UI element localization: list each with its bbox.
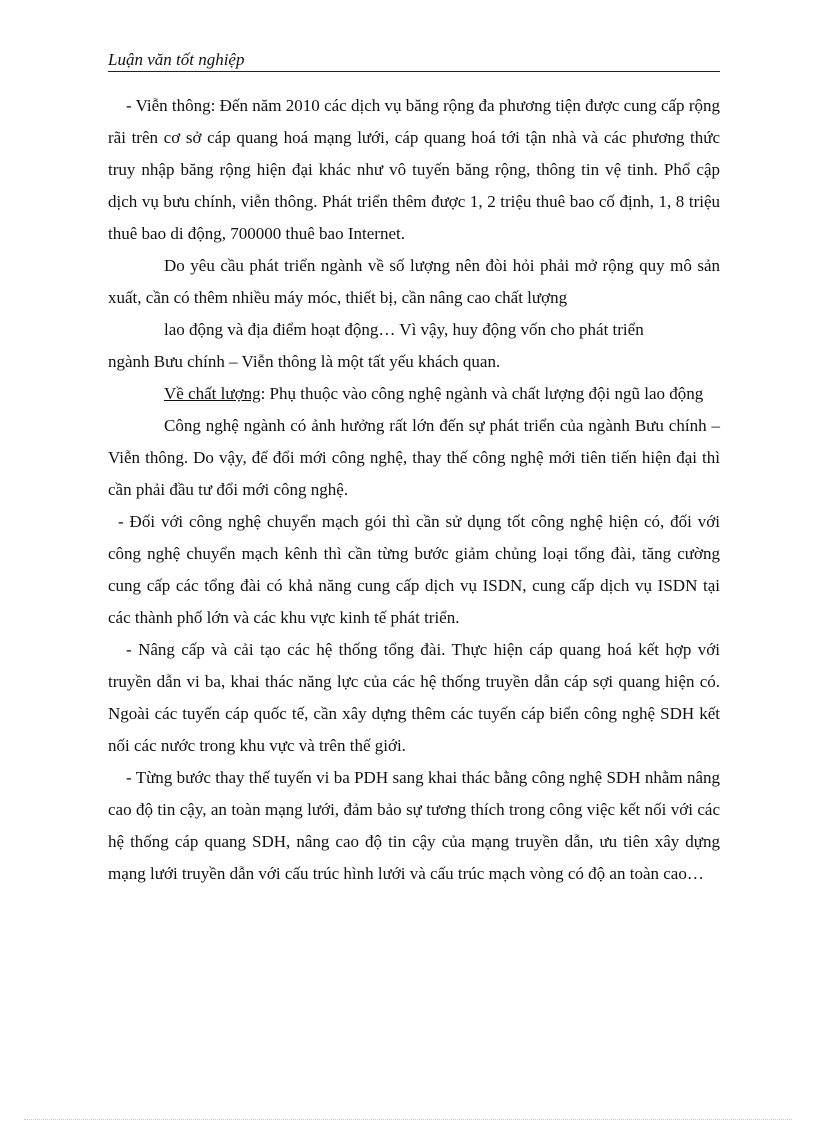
paragraph-demand: Do yêu cầu phát triển ngành về số lượng nên đòi hỏi phải mở rộng quy mô sản xuất, cần có thêm nhiều máy móc, thiết bị, cần nâng cao chất lượng bbox=[108, 256, 720, 307]
paragraph-telecom: - Viễn thông: Đến năm 2010 các dịch vụ băng rộng đa phương tiện được cung cấp rộng rãi trên cơ sở cáp quang hoá mạng lưới, cáp quang hoá tới tận nhà và các phương thức truy nhập băng rộng hiện đại khác như vô tuyến băng rộng, thông tin vệ tinh. Phổ cập dịch vụ bưu chính, viễn thông. Phát triển thêm được 1, 2 triệu thuê bao cố định, 1, 8 triệu thuê bao di động, 700000 thuê bao Internet. bbox=[108, 96, 720, 243]
paragraph-demand-cont: lao động và địa điểm hoạt động… Vì vậy, huy động vốn cho phát triển bbox=[164, 320, 644, 339]
page-footer-divider bbox=[24, 1119, 792, 1120]
paragraph-technology: Công nghệ ngành có ảnh hưởng rất lớn đến sự phát triển của ngành Bưu chính – Viễn thông. Do vậy, để đổi mới công nghệ, thay thế công nghệ mới tiên tiến hiện đại thì cần phải đầu tư đổi mới công nghệ. bbox=[108, 416, 720, 499]
header-title: Luận văn tốt nghiệp bbox=[108, 50, 245, 69]
document-body bbox=[108, 90, 720, 890]
quality-text: : Phụ thuộc vào công nghệ ngành và chất lượng đội ngũ lao động bbox=[260, 384, 704, 403]
paragraph-quality bbox=[108, 378, 720, 410]
paragraph-microwave: - Từng bước thay thế tuyến vi ba PDH sang khai thác bằng công nghệ SDH nhằm nâng cao độ tin cậy, an toàn mạng lưới, đảm bảo sự tương thích trong công việc kết nối với các hệ thống cáp quang SDH, nâng cao độ tin cậy của mạng truyền dẫn, ưu tiên xây dựng mạng lưới truyền dẫn với cấu trúc hình lưới và cấu trúc mạch vòng có độ an toàn cao… bbox=[108, 768, 720, 883]
paragraph-switching: - Đối với công nghệ chuyển mạch gói thì cần sử dụng tốt công nghệ hiện có, đối với công nghệ chuyển mạch kênh thì cần từng bước giảm chủng loại tổng đài, tăng cường cung cấp các tổng đài có khả năng cung cấp dịch vụ ISDN, cung cấp dịch vụ ISDN tại các thành phố lớn và các khu vực kinh tế phát triển. bbox=[108, 512, 720, 627]
paragraph-upgrade: - Nâng cấp và cải tạo các hệ thống tổng đài. Thực hiện cáp quang hoá kết hợp với truyền dẫn vi ba, khai thác năng lực của các hệ thống truyền dẫn cáp sợi quang hiện có. Ngoài các tuyến cáp quốc tế, cần xây dựng thêm các tuyến cáp biển công nghệ SDH kết nối các nước trong khu vực và trên thế giới. bbox=[108, 640, 720, 755]
page-header bbox=[108, 50, 720, 72]
paragraph-demand-end: ngành Bưu chính – Viễn thông là một tất yếu khách quan. bbox=[108, 352, 501, 371]
quality-heading: Về chất lượng bbox=[164, 384, 261, 403]
